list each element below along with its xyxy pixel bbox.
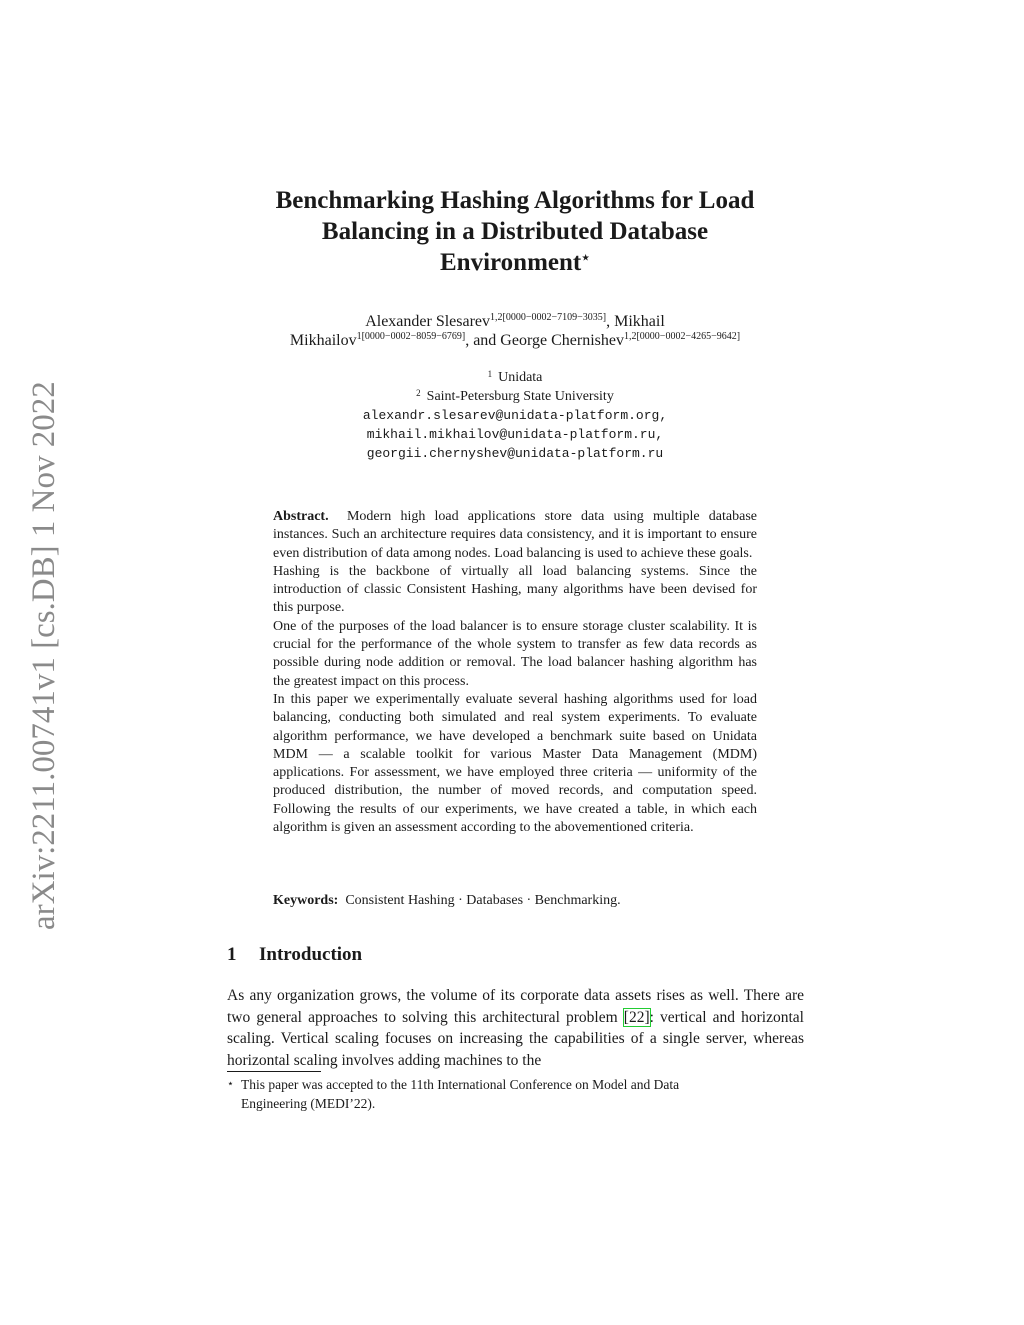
arxiv-identifier: arXiv:2211.00741v1 [cs.DB] 1 Nov 2022 xyxy=(26,381,62,930)
title-line-2: Balancing in a Distributed Database xyxy=(321,218,709,245)
intro-text xyxy=(227,985,804,1071)
title-line-3-text: Environment xyxy=(440,249,582,276)
author-line-1 xyxy=(160,312,870,331)
section-number: 1 xyxy=(227,944,237,965)
keywords-label: Keywords: xyxy=(273,893,339,908)
intro-text-before-cite: As any organization grows, the volume of its corporate data assets rises as well. There are two general approaches to solving this architectural problem xyxy=(227,987,804,1026)
email-2: mikhail.mikhailov@unidata-platform.ru, xyxy=(366,427,664,442)
email-1: alexandr.slesarev@unidata-platform.org, xyxy=(362,408,668,423)
affiliations xyxy=(200,368,830,463)
author-3-name: , and George Chernishev xyxy=(465,332,624,349)
affiliation-1 xyxy=(200,368,830,387)
author-2-name-part1: , Mikhail xyxy=(606,313,665,330)
abstract-paragraph-3: One of the purposes of the load balancer is to ensure storage cluster scalability. It is crucial for the performance of the whole system to transfer as few data records as possible during node addition or removal. The load balancer hashing algorithm has the greatest impact on this process. xyxy=(273,618,757,689)
intro-text-after-cite: : vertical and horizontal scaling. Vertical scaling focuses on increasing the capabilities of a single server, whereas horizontal scaling involves adding machines to the xyxy=(227,1008,804,1069)
affiliation-2 xyxy=(200,387,830,406)
author-2-name-part2: Mikhailov xyxy=(289,332,357,349)
abstract xyxy=(273,508,757,837)
footnote-line-2: Engineering (MEDI’22). xyxy=(241,1095,376,1111)
abstract-paragraph-2: Hashing is the backbone of virtually all load balancing systems. Since the introduction of classic Consistent Hashing, many algorithms have been devised for this purpose. xyxy=(273,563,757,616)
footnote-divider xyxy=(227,1071,321,1072)
affiliation-2-text: Saint-Petersburg State University xyxy=(426,389,614,404)
author-2-orcid: 1[0000−0002−8059−6769] xyxy=(356,331,466,342)
section-title: Introduction xyxy=(259,944,363,965)
author-list xyxy=(160,312,870,350)
author-1-orcid: 1,2[0000−0002−7109−3035] xyxy=(490,312,607,323)
affiliation-1-mark: 1 xyxy=(487,369,493,379)
footnote-line-1-text: This paper was accepted to the 11th International Conference on Model and Data xyxy=(241,1077,680,1092)
footnote xyxy=(227,1076,804,1113)
footnote-line-1 xyxy=(227,1076,804,1095)
footnote-mark: ⋆ xyxy=(227,1078,234,1090)
title-line-3 xyxy=(200,247,830,278)
paper-title xyxy=(200,185,830,278)
author-3-orcid: 1,2[0000−0002−4265−9642] xyxy=(623,331,741,342)
email-3: georgii.chernyshev@unidata-platform.ru xyxy=(366,446,664,461)
keywords-text: Consistent Hashing · Databases · Benchmarking. xyxy=(345,893,621,908)
intro-paragraph xyxy=(227,985,804,1071)
author-1-name: Alexander Slesarev xyxy=(365,313,491,330)
author-line-2 xyxy=(160,331,870,350)
affiliation-1-text: Unidata xyxy=(498,370,543,385)
abstract-paragraph-1 xyxy=(273,508,757,563)
keywords xyxy=(273,892,757,910)
abstract-label: Abstract. xyxy=(273,509,329,524)
title-footnote-star: ⋆ xyxy=(581,251,590,266)
title-line-1: Benchmarking Hashing Algorithms for Load xyxy=(275,187,755,214)
affiliation-2-mark: 2 xyxy=(416,388,421,398)
section-heading xyxy=(227,943,362,967)
abstract-paragraph-4: In this paper we experimentally evaluate several hashing algorithms used for load balancing, conducting both simulated and real system experiments. To evaluate algorithm performance, we have developed a benchmark suite based on Unidata MDM — a scalable toolkit for various Master Data Management (MDM) applications. For assessment, we have employed three criteria — uniformity of the produced distribution, the number of moved records, and computation speed. Following the results of our experiments, we have created a table, in which each algorithm is given an assessment according to the abovementioned criteria. xyxy=(273,691,757,836)
citation-link[interactable]: [22] xyxy=(623,1008,650,1026)
abstract-p1-text: Modern high load applications store data using multiple database instances. Such an architecture requires data consistency, and it is important to ensure even distribution of data among nodes. Load balancing is used to achieve these goals. xyxy=(273,509,757,561)
